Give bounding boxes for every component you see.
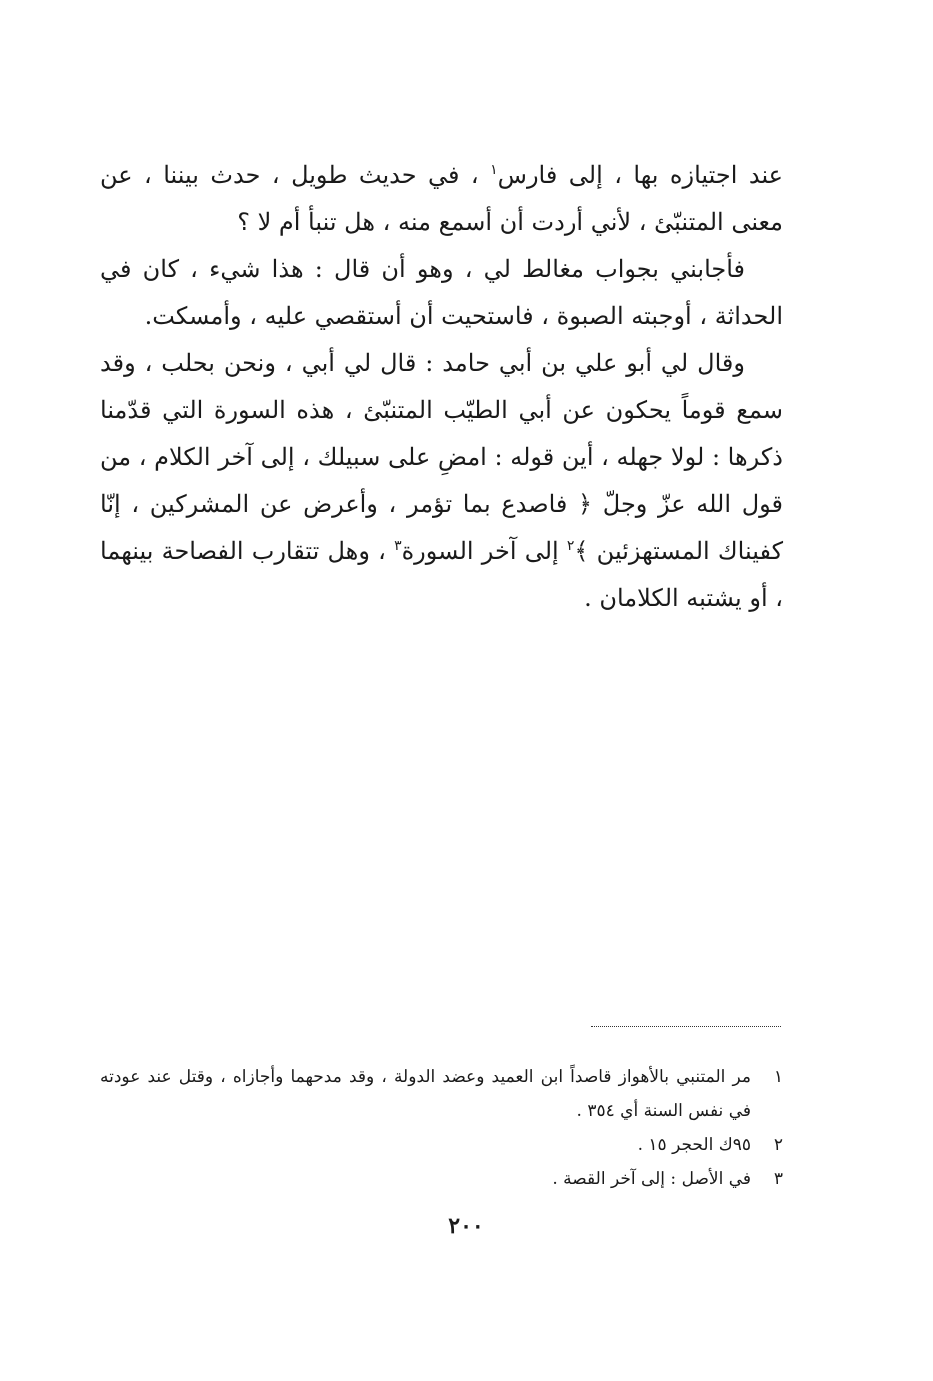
footnote-2 bbox=[100, 1128, 783, 1162]
footnote-3-text: في الأصل : إلى آخر القصة . bbox=[552, 1169, 751, 1189]
paragraph-3 bbox=[100, 340, 783, 622]
footnote-1-text: مر المتنبي بالأهواز قاصداً ابن العميد وعضد الدولة ، وقد مدحهما وأجازاه ، وقتل عند عودته في نفس السنة أي ٣٥٤ . bbox=[100, 1067, 751, 1121]
main-text bbox=[100, 152, 783, 622]
footnote-ref-2: ٢ bbox=[566, 538, 575, 554]
paragraph-1-part-2: ، في حديث طويل ، حدث بيننا ، عن معنى المتنبّئ ، لأني أردت أن أسمع منه ، هل تنبأ أم لا ؟ bbox=[100, 161, 783, 236]
footnote-2-text: ٩٥ك الحجر ١٥ . bbox=[637, 1135, 751, 1155]
footnote-ref-1: ١ bbox=[490, 162, 498, 178]
footnote-1 bbox=[100, 1060, 783, 1128]
page-number: ٢٠٠ bbox=[448, 1213, 484, 1239]
paragraph-3-part-2: إلى آخر السورة bbox=[401, 537, 567, 565]
paragraph-2 bbox=[100, 246, 783, 340]
paragraph-1 bbox=[100, 152, 783, 246]
footnote-1-number: ١ bbox=[773, 1067, 783, 1087]
footnotes bbox=[100, 1060, 783, 1196]
paragraph-3-part-1: وقال لي أبو علي بن أبي حامد : قال لي أبي ، ونحن بحلب ، وقد سمع قوماً يحكون عن أبي الطيّب المتنبّئ ، هذه السورة التي قدّمنا ذكرها : لولا جهله ، أين قوله : امضِ على سبيلك ، إلى آخر الكلام ، من قول الله عزّ وجلّ ﴿ فاصدع بما تؤمر ، وأعرض عن المشركين ، إنّا كفيناك المستهزئين ﴾ bbox=[100, 349, 784, 565]
footnote-2-number: ٢ bbox=[773, 1135, 783, 1155]
paragraph-1-part-1: عند اجتيازه بها ، إلى فارس bbox=[497, 161, 783, 189]
footnote-3 bbox=[100, 1162, 783, 1196]
paragraph-3-part-3: ، وهل تتقارب الفصاحة بينهما ، أو يشتبه الكلامان . bbox=[100, 537, 783, 612]
footnote-3-number: ٣ bbox=[773, 1169, 783, 1189]
footnote-separator bbox=[591, 1026, 781, 1027]
footnote-ref-3: ٣ bbox=[394, 538, 402, 554]
paragraph-2-text: فأجابني بجواب مغالط لي ، وهو أن قال : هذا شيء ، كان في الحداثة ، أوجبته الصبوة ، فاستحيت أن أستقصي عليه ، وأمسكت. bbox=[100, 255, 783, 330]
